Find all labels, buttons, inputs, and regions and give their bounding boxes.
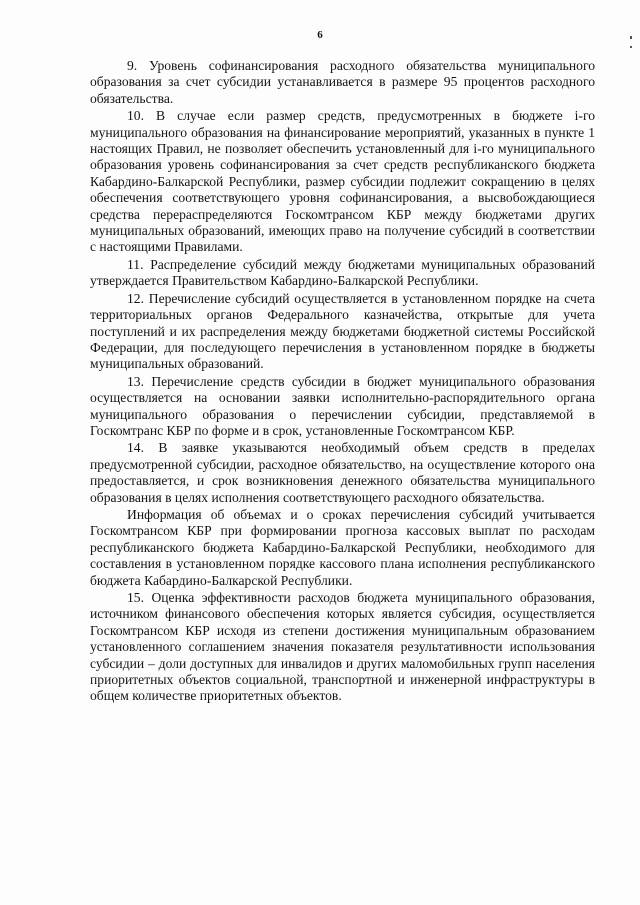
paragraph-9: 9. Уровень софинансирования расходного обязательства муниципального образования за счет субсидии устанавливается в размере 95 процентов расходного обязательства. <box>90 58 595 106</box>
document-body <box>90 58 595 705</box>
paragraph-13: 13. Перечисление средств субсидии в бюджет муниципального образования осуществляется на основании заявки исполнительно-распорядительного органа муниципального образования о перечислении субсидии, представляемой в Госкомтранс КБР по форме и в срок, установленные Госкомтрансом КБР. <box>90 373 595 438</box>
scan-speck <box>630 36 632 39</box>
scan-speck <box>630 46 632 48</box>
paragraph-10: 10. В случае если размер средств, предусмотренных в бюджете i-го муниципального образования на финансирование мероприятий, указанных в пункте 1 настоящих Правил, не позволяет обеспечить установленный для i-го муниципального образования уровень софинансирования за счет средств республиканского бюджета Кабардино-Балкарской Республики, размер субсидии подлежит сокращению в целях обеспечения соответствующего уровня софинансирования, а высвобождающиеся средства перераспределяются Госкомтрансом КБР между бюджетами других муниципальных образований, имеющих право на получение субсидий в соответствии с настоящими Правилами. <box>90 108 595 255</box>
paragraph-11: 11. Распределение субсидий между бюджетами муниципальных образований утверждается Правительством Кабардино-Балкарской Республики. <box>90 256 595 289</box>
page-number: 6 <box>317 29 323 41</box>
paragraph-12: 12. Перечисление субсидий осуществляется в установленном порядке на счета территориальных органов Федерального казначейства, открытые для учета поступлений и их распределения между бюджетами бюджетной системы Российской Федерации, для последующего перечисления в установленном порядке в бюджеты муниципальных образований. <box>90 290 595 372</box>
paragraph-14: 14. В заявке указываются необходимый объем средств в пределах предусмотренной субсидии, расходное обязательство, на осуществление которого она предоставляется, и срок возникновения денежного обязательства муниципального образования в целях исполнения соответствующего расходного обязательства. <box>90 440 595 505</box>
paragraph-14-information: Информация об объемах и о сроках перечисления субсидий учитывается Госкомтрансом КБР при формировании прогноза кассовых выплат по расходам республиканского бюджета Кабардино-Балкарской Республики, необходимого для составления в установленном порядке кассового плана исполнения республиканского бюджета Кабардино-Балкарской Республики. <box>90 506 595 588</box>
paragraph-15: 15. Оценка эффективности расходов бюджета муниципального образования, источником финансового обеспечения которых является субсидия, осуществляется Госкомтрансом КБР исходя из степени достижения муниципальным образованием установленного соглашением значения показателя результативности использования субсидии – доли доступных для инвалидов и других маломобильных групп населения приоритетных объектов социальной, транспортной и инженерной инфраструктуры в общем количестве приоритетных объектов. <box>90 590 595 704</box>
